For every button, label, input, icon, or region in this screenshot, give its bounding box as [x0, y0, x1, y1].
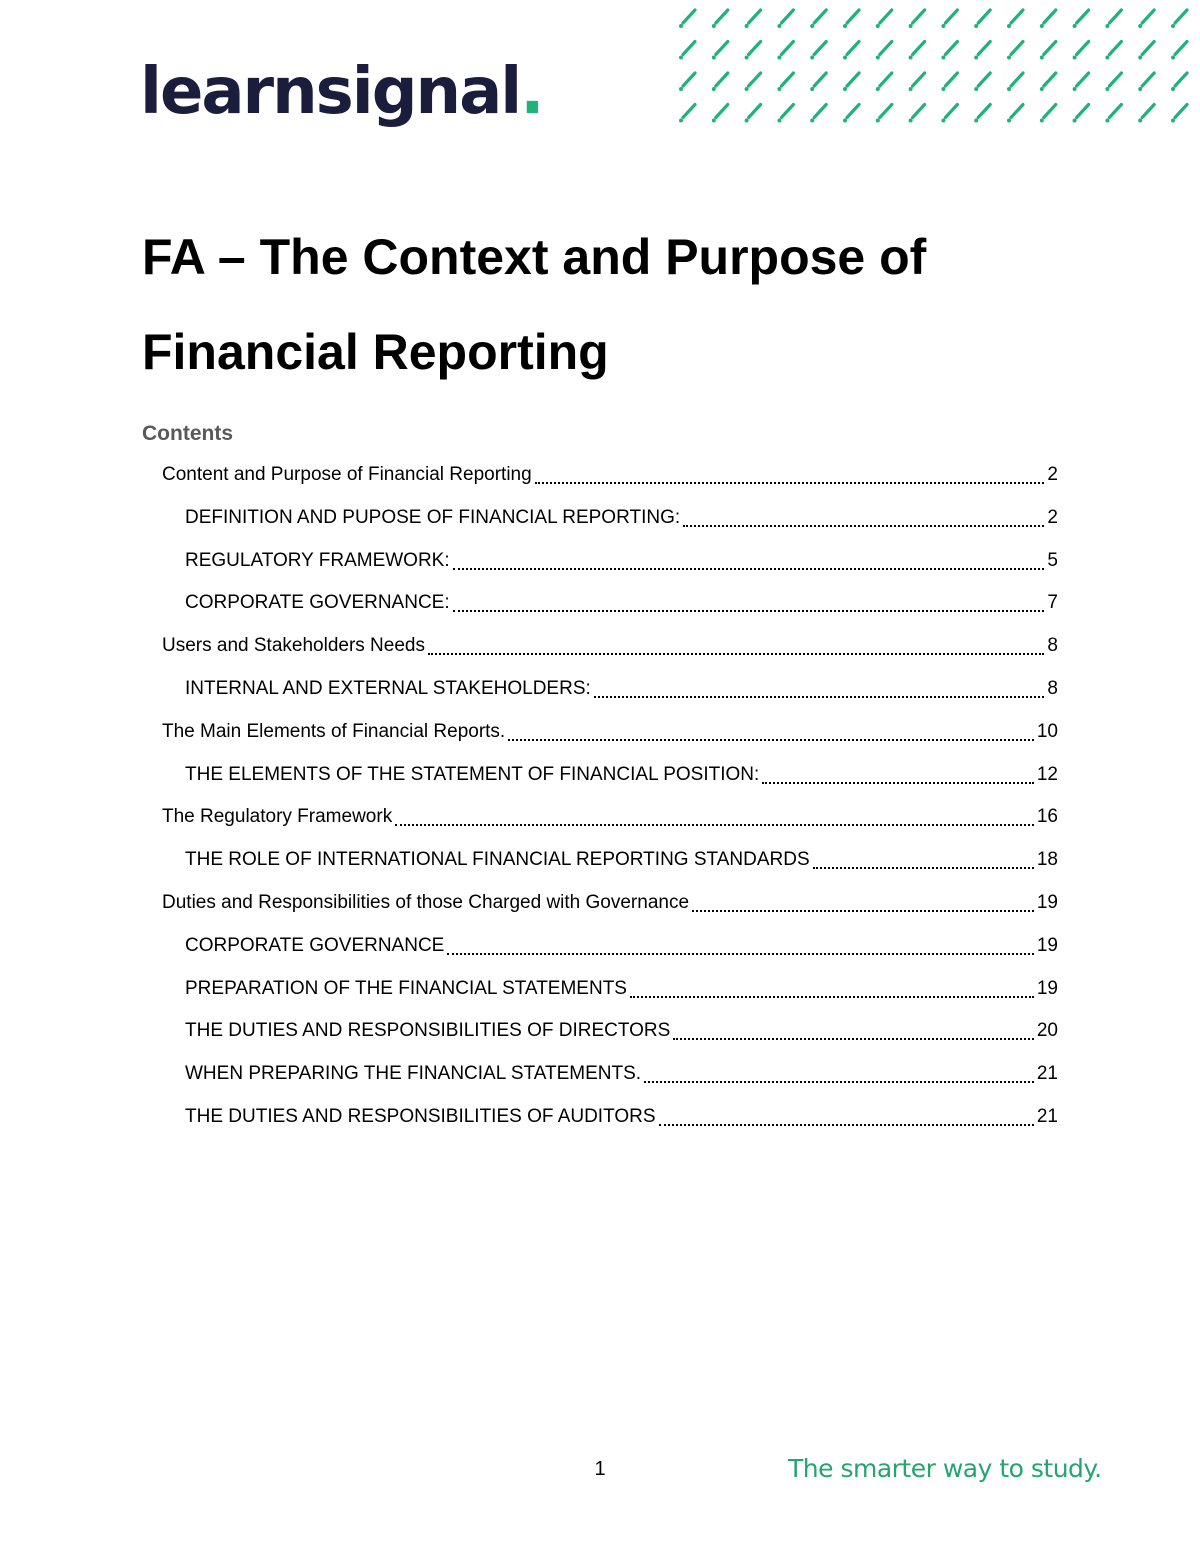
- slash-dot: [1105, 56, 1109, 60]
- toc-dot-leader: [644, 1067, 1034, 1083]
- slash-mark: [749, 10, 761, 23]
- slash-mark: [1109, 105, 1121, 118]
- toc-dot-leader: [594, 682, 1045, 698]
- toc-entry-text: DEFINITION AND PUPOSE OF FINANCIAL REPORTING:: [185, 506, 681, 528]
- toc-page-number: 21: [1036, 1063, 1058, 1085]
- slash-mark: [814, 73, 826, 86]
- logo-wordmark: learnsignal: [140, 55, 521, 129]
- slash-dot: [745, 24, 749, 28]
- slash-mark: [1175, 42, 1187, 55]
- toc-entry-text: PREPARATION OF THE FINANCIAL STATEMENTS: [185, 977, 627, 999]
- slash-dot: [843, 87, 847, 91]
- slash-dot: [777, 119, 781, 123]
- slash-dot: [1040, 24, 1044, 28]
- slash-dot: [909, 56, 913, 60]
- slash-mark: [814, 105, 826, 118]
- slash-mark: [978, 73, 990, 86]
- slash-dot: [679, 24, 683, 28]
- slash-mark: [716, 73, 728, 86]
- slash-dot: [810, 24, 814, 28]
- document-title-line-2: Financial Reporting: [142, 324, 609, 380]
- toc-entry-text: THE DUTIES AND RESPONSIBILITIES OF DIRECTORS: [185, 1020, 671, 1042]
- toc-entry-text: WHEN PREPARING THE FINANCIAL STATEMENTS.: [185, 1063, 642, 1085]
- slash-mark: [683, 10, 695, 23]
- slash-mark: [1109, 42, 1121, 55]
- document-title-line-1: FA – The Context and Purpose of: [142, 229, 927, 285]
- slash-dot: [1073, 119, 1077, 123]
- slash-mark: [1044, 10, 1056, 23]
- brand-tagline: The smarter way to study.: [788, 1454, 1102, 1483]
- toc-dot-leader: [535, 468, 1045, 484]
- slash-dot: [679, 87, 683, 91]
- slash-mark: [814, 10, 826, 23]
- slash-dot: [1073, 56, 1077, 60]
- toc-page-number: 7: [1047, 592, 1058, 614]
- toc-dot-leader: [453, 554, 1045, 570]
- slash-dot: [876, 24, 880, 28]
- toc-subentry[interactable]: [185, 931, 1058, 961]
- toc-page-number: 18: [1036, 849, 1058, 871]
- slash-mark: [1175, 10, 1187, 23]
- slash-dot: [1171, 119, 1175, 123]
- slash-mark: [749, 42, 761, 55]
- toc-entry-text: CORPORATE GOVERNANCE:: [185, 592, 450, 614]
- slash-dot: [712, 119, 716, 123]
- slash-mark: [749, 73, 761, 86]
- toc-subentry[interactable]: [185, 760, 1058, 790]
- toc-entry-text: REGULATORY FRAMEWORK:: [185, 549, 450, 571]
- toc-entry-text: Content and Purpose of Financial Reporting: [162, 464, 532, 485]
- toc-entry-text: THE ELEMENTS OF THE STATEMENT OF FINANCIAL POSITION:: [185, 763, 760, 785]
- slash-dot: [974, 87, 978, 91]
- toc-dot-leader: [453, 596, 1045, 612]
- slash-dot: [679, 119, 683, 123]
- toc-dot-leader: [673, 1024, 1034, 1040]
- slash-dot: [777, 87, 781, 91]
- slash-dot: [876, 119, 880, 123]
- slash-dot: [974, 24, 978, 28]
- slash-mark: [847, 10, 859, 23]
- slash-dot: [941, 24, 945, 28]
- toc-entry-text: The Regulatory Framework: [162, 806, 393, 828]
- toc-subentry[interactable]: [185, 503, 1058, 533]
- toc-subentry[interactable]: [185, 674, 1058, 704]
- toc-dot-leader: [683, 511, 1044, 527]
- toc-page-number: 2: [1047, 464, 1058, 485]
- slash-dot: [679, 56, 683, 60]
- slash-mark: [1175, 105, 1187, 118]
- toc-entry[interactable]: [162, 631, 1058, 661]
- toc-subentry[interactable]: [185, 1102, 1058, 1132]
- slash-dot: [810, 119, 814, 123]
- slash-mark: [1011, 105, 1023, 118]
- slash-dot: [941, 56, 945, 60]
- document-title: [142, 210, 1042, 400]
- slash-mark: [683, 42, 695, 55]
- slash-mark: [1142, 73, 1154, 86]
- toc-page-number: 10: [1036, 720, 1058, 742]
- slash-mark: [683, 73, 695, 86]
- slash-mark: [880, 42, 892, 55]
- toc-dot-leader: [630, 982, 1034, 998]
- toc-page-number: 20: [1036, 1020, 1058, 1042]
- toc-dot-leader: [813, 853, 1034, 869]
- slash-dot: [1171, 56, 1175, 60]
- slash-mark: [945, 105, 957, 118]
- slash-mark: [978, 42, 990, 55]
- slash-mark: [781, 73, 793, 86]
- slash-mark: [913, 42, 925, 55]
- slash-dot: [1138, 56, 1142, 60]
- toc-entry-text: Duties and Responsibilities of those Charged with Governance: [162, 892, 690, 913]
- page-number: 1: [594, 1458, 606, 1480]
- slash-dot: [909, 87, 913, 91]
- slash-dot: [712, 24, 716, 28]
- toc-page-number: 19: [1036, 934, 1058, 956]
- slash-dot: [1040, 119, 1044, 123]
- slash-dot: [777, 56, 781, 60]
- contents-heading: Contents: [142, 422, 233, 445]
- slash-dot: [810, 87, 814, 91]
- slash-mark: [1142, 10, 1154, 23]
- slash-dot: [1007, 56, 1011, 60]
- slash-mark: [1011, 73, 1023, 86]
- slash-mark: [1077, 42, 1089, 55]
- toc-dot-leader: [659, 1110, 1034, 1126]
- slash-dot: [745, 119, 749, 123]
- toc-page-number: 21: [1036, 1106, 1058, 1127]
- slash-dot: [876, 56, 880, 60]
- slash-dot: [1138, 119, 1142, 123]
- slash-dot: [1073, 24, 1077, 28]
- slash-dot: [1105, 24, 1109, 28]
- slash-dot: [909, 24, 913, 28]
- toc-entry[interactable]: [162, 888, 1058, 918]
- slash-dot: [843, 119, 847, 123]
- toc-page-number: 16: [1036, 806, 1058, 828]
- slash-dot: [1007, 87, 1011, 91]
- toc-dot-leader: [428, 639, 1044, 655]
- slash-mark: [1142, 42, 1154, 55]
- slash-dot: [974, 56, 978, 60]
- slash-mark: [716, 105, 728, 118]
- slash-mark: [1109, 10, 1121, 23]
- slash-dot: [843, 24, 847, 28]
- toc-subentry[interactable]: [185, 974, 1058, 1004]
- slash-dot: [777, 24, 781, 28]
- slash-dot: [941, 87, 945, 91]
- slash-mark: [1142, 105, 1154, 118]
- slash-mark: [847, 42, 859, 55]
- slash-dot: [712, 87, 716, 91]
- slash-mark: [814, 42, 826, 55]
- slash-mark: [978, 105, 990, 118]
- toc-entry-text: INTERNAL AND EXTERNAL STAKEHOLDERS:: [185, 678, 591, 699]
- toc-subentry[interactable]: [185, 588, 1058, 618]
- toc-entry-text: The Main Elements of Financial Reports.: [162, 720, 506, 742]
- toc-dot-leader: [447, 939, 1034, 955]
- toc-subentry[interactable]: [185, 845, 1058, 875]
- toc-dot-leader: [508, 725, 1034, 741]
- toc-page-number: 8: [1047, 678, 1058, 699]
- slash-mark: [716, 42, 728, 55]
- toc-entry-text: THE DUTIES AND RESPONSIBILITIES OF AUDITORS: [185, 1106, 656, 1127]
- slash-mark: [781, 42, 793, 55]
- slash-mark: [749, 105, 761, 118]
- toc-page-number: 8: [1047, 635, 1058, 657]
- toc-entry-text: CORPORATE GOVERNANCE: [185, 934, 445, 956]
- toc-page-number: 2: [1047, 506, 1058, 528]
- slash-mark: [913, 105, 925, 118]
- toc-page-number: 19: [1036, 977, 1058, 999]
- toc-page-number: 19: [1036, 892, 1058, 913]
- slash-dot: [941, 119, 945, 123]
- slash-mark: [913, 10, 925, 23]
- slash-mark: [847, 105, 859, 118]
- slash-dot: [1007, 119, 1011, 123]
- toc-page-number: 5: [1047, 549, 1058, 571]
- slash-dot: [1138, 87, 1142, 91]
- slash-mark: [945, 10, 957, 23]
- slash-mark: [1044, 105, 1056, 118]
- slash-mark: [945, 73, 957, 86]
- toc-page-number: 12: [1036, 763, 1058, 785]
- slash-dot: [745, 56, 749, 60]
- slash-dot: [843, 56, 847, 60]
- slash-mark: [1044, 42, 1056, 55]
- slash-mark: [913, 73, 925, 86]
- slash-mark: [880, 105, 892, 118]
- slash-dot: [1007, 24, 1011, 28]
- toc-dot-leader: [395, 810, 1034, 826]
- slash-mark: [1044, 73, 1056, 86]
- slash-mark: [1109, 73, 1121, 86]
- toc-dot-leader: [692, 896, 1034, 912]
- slash-dot: [1073, 87, 1077, 91]
- slash-dot: [1105, 87, 1109, 91]
- slash-mark: [781, 10, 793, 23]
- slash-mark: [847, 73, 859, 86]
- toc-subentry[interactable]: [185, 1059, 1058, 1089]
- slash-dot: [1040, 56, 1044, 60]
- slash-dot: [909, 119, 913, 123]
- slash-mark: [1011, 10, 1023, 23]
- slash-dot: [745, 87, 749, 91]
- slash-mark: [1077, 105, 1089, 118]
- toc-subentry[interactable]: [185, 1016, 1058, 1046]
- slash-dot: [810, 56, 814, 60]
- slash-dot: [974, 119, 978, 123]
- slash-mark: [716, 10, 728, 23]
- toc-entry-text: THE ROLE OF INTERNATIONAL FINANCIAL REPORTING STANDARDS: [185, 849, 810, 871]
- slash-mark: [1077, 73, 1089, 86]
- slash-mark: [880, 10, 892, 23]
- green-slash-pattern-icon: [672, 0, 1200, 140]
- slash-mark: [1175, 73, 1187, 86]
- slash-dot: [1138, 24, 1142, 28]
- logo-dot: .: [520, 55, 543, 129]
- slash-dot: [1171, 87, 1175, 91]
- slash-mark: [1077, 10, 1089, 23]
- toc-entry[interactable]: [162, 802, 1058, 832]
- slash-mark: [683, 105, 695, 118]
- toc-entry[interactable]: [162, 460, 1058, 490]
- slash-mark: [945, 42, 957, 55]
- slash-mark: [1011, 42, 1023, 55]
- toc-subentry[interactable]: [185, 546, 1058, 576]
- toc-entry[interactable]: [162, 717, 1058, 747]
- slash-dot: [1040, 87, 1044, 91]
- slash-mark: [880, 73, 892, 86]
- slash-dot: [1105, 119, 1109, 123]
- slash-dot: [1171, 24, 1175, 28]
- slash-mark: [978, 10, 990, 23]
- toc-entry-text: Users and Stakeholders Needs: [162, 635, 425, 657]
- learnsignal-logo: [140, 52, 543, 132]
- slash-dot: [712, 56, 716, 60]
- toc-dot-leader: [762, 768, 1034, 784]
- slash-dot: [876, 87, 880, 91]
- slash-mark: [781, 105, 793, 118]
